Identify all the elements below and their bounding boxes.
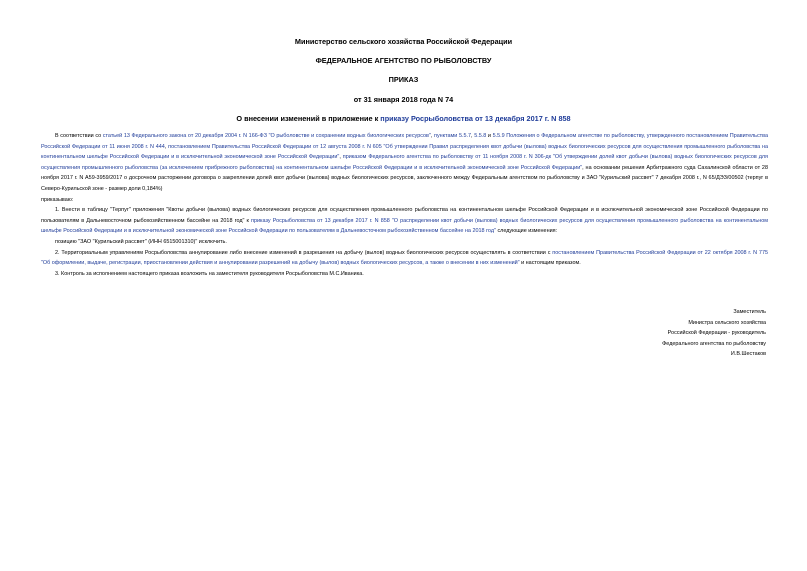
preamble-text-4: и [486,133,493,139]
preamble-text-3: , [471,133,475,139]
title-link[interactable]: приказу Росрыболовства от 13 декабря 2017 г. N 858 [380,114,571,123]
signature-line-3: Российской Федерации - руководитель [667,330,766,337]
preamble-link-559[interactable]: 5.5.9 Положения о Федеральном агентстве по рыболовству, утвержденного постановлением Правительства Российской Федерации от 11 июня 2008 г. N 444 [41,133,769,150]
item-1-sub-paragraph: позицию "ЗАО "Курильский рассвет" (ИНН 6515001310)" исключить. [55,238,227,245]
preamble-link-557[interactable]: пунктами 5.5.7 [434,133,472,139]
prikazyvayu-line: приказываю: [41,196,74,203]
title-prefix: О внесении изменений в приложение к [236,114,381,123]
item-2-text-2: и настоящим приказом. [519,260,581,267]
preamble-text-2: , [430,133,434,139]
signature-line-1: Заместитель [733,309,766,315]
date-number-heading: от 31 января 2018 года N 74 [353,95,454,104]
item-2-text-1: 2. Территориальным управлениям Росрыболовства аннулирование либо внесение изменений в разрешения на добычу (вылов) водных биологических ресурсов осуществлять в соответствии с [55,249,553,256]
preamble-link-post-605[interactable]: постановлением Правительства Российской Федерации от 12 августа 2008 г. N 605 "Об утверждении Правил распределения квот добычи (вылова) водных биологических ресурсов для осуществления промышленного рыболовства на континентальном шельфе Российской Федерации и в исключительной экономической зоне Российской Федерации" [41,143,768,161]
item-2-link-post-775[interactable]: постановлением Правительства Российской Федерации от 22 октября 2008 г. N 775 "Об оформлении, выдаче, регистрации, приостановлении действия и аннулировании разрешений на добычу (вылов) водных биологических ресурсов, а также о внесении в них изменений" [41,249,768,267]
item-2-paragraph [41,248,768,269]
document-body [41,131,768,279]
preamble-text-7: , на основании решения Арбитражного суда Сахалинской области от 28 ноября 2017 г. N А59-3959/2017 о досрочном расторжении договора о закреплении долей квот добычи (вылова) водных биологических ресурсов, заключенного между Федеральным агентством по рыболовству и ЗАО "Курильский рассвет" 7 декабря 2008 г., N 65/ДЭЗ/00502 (терпуг в Северо-Курильской зоне - размер доли 0,184%) [41,164,768,192]
signature-block [546,307,766,360]
doc-type-heading: ПРИКАЗ [388,75,419,84]
item-1-link-order-858[interactable]: приказу Росрыболовства от 13 декабря 2017 г. N 858 "О распределении квот добычи (вылова) водных биологических ресурсов для осуществления промышленного рыболовства на континентальном шельфе Российской Федерации и в исключительной экономической зоне Российской Федерации по пользователям в Дальневосточном рыбохозяйственном бассейне на 2018 год" [41,217,768,235]
preamble-link-558[interactable]: 5.5.8 [474,133,487,139]
preamble-text-1: В соответствии со [55,133,103,139]
document-title [0,114,807,123]
signature-name: И.В.Шестаков [730,351,766,358]
ministry-heading: Министерство сельского хозяйства Российской Федерации [294,37,513,46]
item-1-text-1: 1. Внести в таблицу "Терпуг" приложения "Квоты добычи (вылова) водных биологических ресурсов для осуществления промышленного рыболовства на континентальном шельфе Российской Федерации и в исключительной экономической зоне Российской Федерации по пользователям в Дальневосточном рыбохозяйственном бассейне на 2018 год" к [41,207,768,224]
signature-line-4: Федерального агентства по рыболовству [662,340,766,347]
signature-line-2: Министра сельского хозяйства [688,319,766,326]
item-1-text-2: следующие изменения: [495,228,558,235]
preamble-link-law-166fz[interactable]: статьей 13 Федерального закона от 20 декабря 2004 г. N 166-ФЗ "О рыболовстве и сохранении водных биологических ресурсов" [102,133,431,139]
preamble-text-5: , [164,143,169,150]
preamble-link-order-306dk[interactable]: приказом Федерального агентства по рыболовству от 11 ноября 2008 г. N 306-дк "Об утверждении долей квот добычи (вылова) водных биологических ресурсов для осуществления промышленного рыболовства (за исключением прибрежного рыболовства) на континентальном шельфе Российской Федерации и в исключительной экономической зоне Российской Федерации" [41,154,769,171]
preamble-text-6: , [339,154,343,161]
item-3-paragraph: 3. Контроль за исполнением настоящего приказа возложить на заместителя руководителя Росрыболовства М.С.Иваника. [55,270,364,277]
agency-heading: ФЕДЕРАЛЬНОЕ АГЕНТСТВО ПО РЫБОЛОВСТВУ [315,56,492,65]
preamble-paragraph [41,131,768,195]
item-1-paragraph [41,205,768,237]
